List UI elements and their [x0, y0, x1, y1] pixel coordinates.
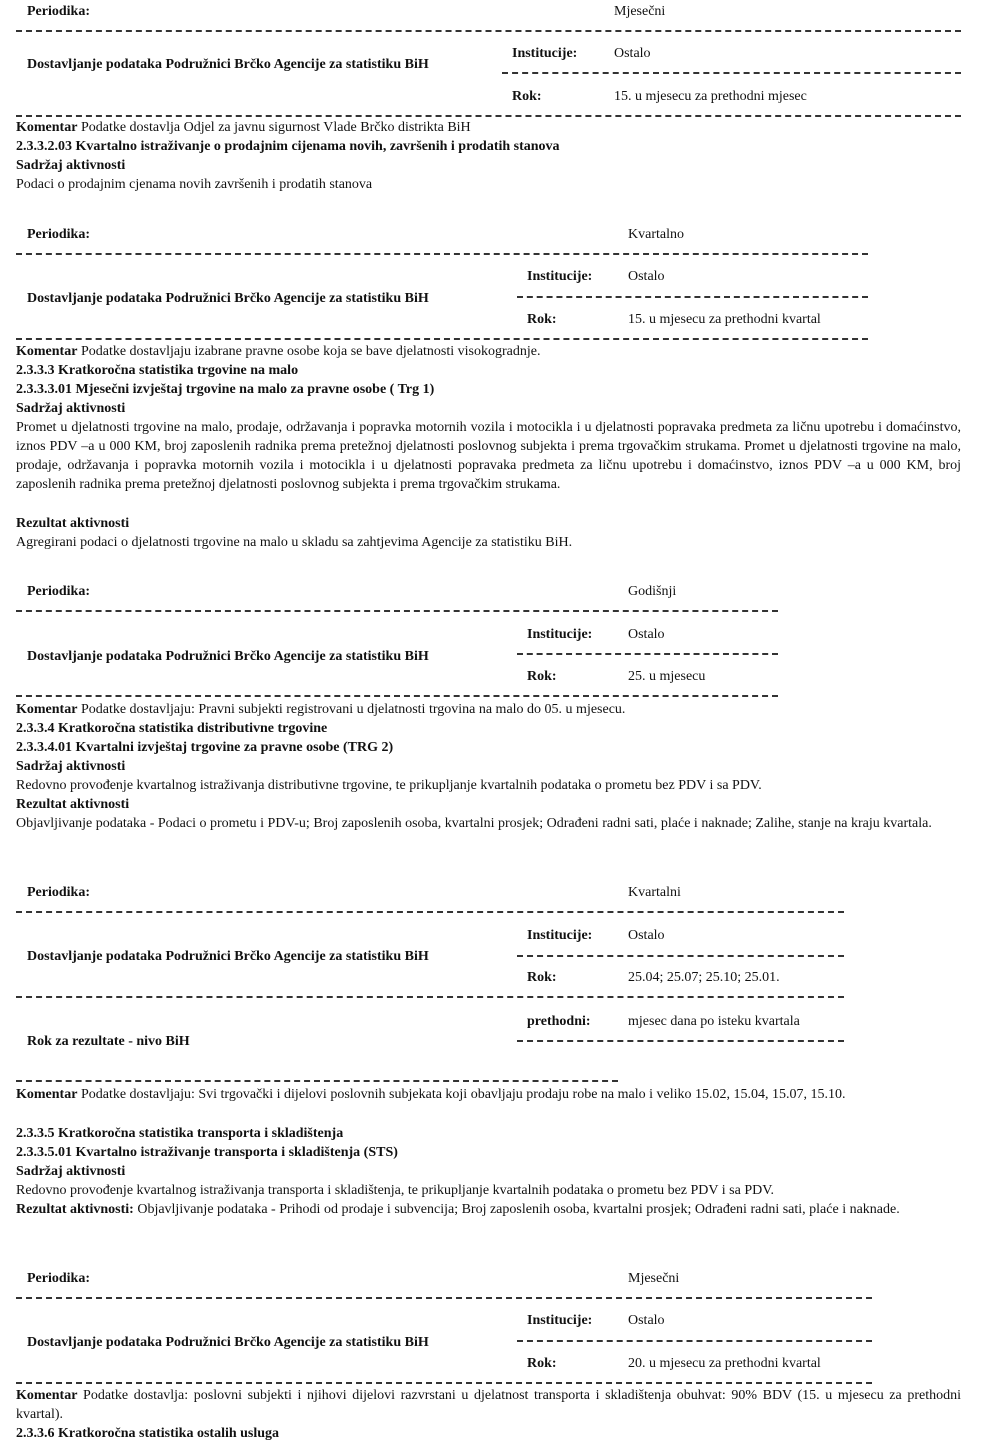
dostava-label: Dostavljanje podataka Podružnici Brčko Agencije za statistiku BiH	[27, 57, 429, 72]
divider	[517, 1040, 844, 1042]
subsection-heading: 2.3.3.5.01 Kvartalno istraživanje transporta i skladištenja (STS)	[16, 1145, 398, 1160]
institucije-value: Ostalo	[628, 1313, 665, 1328]
sadrzaj-label: Sadržaj aktivnosti	[16, 1164, 126, 1179]
institucije-label: Institucije:	[527, 269, 593, 284]
rok-value: 15. u mjesecu za prethodni kvartal	[628, 312, 821, 327]
comment	[16, 342, 540, 361]
rok-label: Rok:	[527, 312, 557, 327]
rezultat-text: Objavljivanje podataka - Podaci o prometu i PDV-u; Broj zaposlenih osoba, kvartalni prosjek; Odrađeni radni sati, plaće i naknade; Zalihe, stanje na kraju kvartala.	[16, 816, 932, 831]
periodika-label: Periodika:	[27, 4, 90, 19]
dostava-label: Dostavljanje podataka Podružnici Brčko Agencije za statistiku BiH	[27, 291, 429, 306]
divider	[517, 653, 778, 655]
periodika-value: Godišnji	[628, 584, 677, 599]
sadrzaj-text: Redovno provođenje kvartalnog istraživanja distributivne trgovine, te prikupljanje kvartalnih podataka o prometu bez PDV i sa PDV.	[16, 778, 762, 793]
divider	[16, 911, 844, 913]
comment	[16, 1085, 961, 1104]
periodika-label: Periodika:	[27, 885, 90, 900]
periodika-value: Kvartalno	[628, 227, 684, 242]
sadrzaj-label: Sadržaj aktivnosti	[16, 158, 126, 173]
periodika-value: Kvartalni	[628, 885, 681, 900]
comment-text: Podatke dostavlja Odjel za javnu sigurnost Vlade Brčko distrikta BiH	[80, 120, 471, 135]
dostava-label: Dostavljanje podataka Podružnici Brčko Agencije za statistiku BiH	[27, 1335, 429, 1350]
rok-label: Rok:	[527, 970, 557, 985]
subsection-heading: 2.3.3.4.01 Kvartalni izvještaj trgovine za pravne osobe (TRG 2)	[16, 740, 394, 755]
section-heading: 2.3.3.6 Kratkoročna statistika ostalih usluga	[16, 1426, 280, 1441]
rok-rezultate-label: Rok za rezultate - nivo BiH	[27, 1034, 190, 1049]
komentar-label: Komentar	[16, 120, 78, 135]
rezultat-label: Rezultat aktivnosti	[16, 797, 130, 812]
periodika-label: Periodika:	[27, 1271, 90, 1286]
comment	[16, 1386, 961, 1424]
section-heading: 2.3.3.4 Kratkoročna statistika distributivne trgovine	[16, 721, 328, 736]
rok-value: 15. u mjesecu za prethodni mjesec	[614, 89, 807, 104]
komentar-label: Komentar	[16, 702, 78, 717]
comment-text: Podatke dostavljaju: Pravni subjekti registrovani u djelatnosti trgovina na malo do 05. u mjesecu.	[80, 702, 626, 717]
divider	[517, 1340, 872, 1342]
komentar-label: Komentar	[16, 1087, 78, 1102]
comment	[16, 118, 471, 137]
rok-label: Rok:	[512, 89, 542, 104]
rok-value: 25.04; 25.07; 25.10; 25.01.	[628, 970, 780, 985]
divider	[16, 253, 868, 255]
periodika-label: Periodika:	[27, 584, 90, 599]
subsection-heading: 2.3.3.3.01 Mjesečni izvještaj trgovine na malo za pravne osobe ( Trg 1)	[16, 382, 435, 397]
dostava-label: Dostavljanje podataka Podružnici Brčko Agencije za statistiku BiH	[27, 949, 429, 964]
rok-value: 20. u mjesecu za prethodni kvartal	[628, 1356, 821, 1371]
institucije-value: Ostalo	[628, 627, 665, 642]
divider	[16, 996, 844, 998]
periodika-label: Periodika:	[27, 227, 90, 242]
rezultat-label: Rezultat aktivnosti	[16, 516, 130, 531]
institucije-label: Institucije:	[527, 627, 593, 642]
sadrzaj-text: Podaci o prodajnim cjenama novih završenih i prodatih stanova	[16, 177, 373, 192]
rezultat-text: Agregirani podaci o djelatnosti trgovine na malo u skladu sa zahtjevima Agencije za statistiku BiH.	[16, 535, 573, 550]
divider	[16, 1382, 872, 1384]
institucije-label: Institucije:	[527, 1313, 593, 1328]
sadrzaj-label: Sadržaj aktivnosti	[16, 759, 126, 774]
divider	[16, 338, 868, 340]
divider	[517, 296, 868, 298]
institucije-value: Ostalo	[628, 269, 665, 284]
comment-text: Podatke dostavljaju izabrane pravne osobe koja se bave djelatnosti visokogradnje.	[80, 344, 541, 359]
komentar-label: Komentar	[16, 1388, 78, 1403]
section-heading: 2.3.3.5 Kratkoročna statistika transporta i skladištenja	[16, 1126, 344, 1141]
rok-label: Rok:	[527, 1356, 557, 1371]
rezultat	[16, 1200, 961, 1219]
institucije-label: Institucije:	[512, 46, 578, 61]
section-heading: 2.3.3.3 Kratkoročna statistika trgovine na malo	[16, 363, 299, 378]
prethodni-value: mjesec dana po isteku kvartala	[628, 1014, 800, 1029]
komentar-label: Komentar	[16, 344, 78, 359]
divider	[16, 115, 961, 117]
periodika-value: Mjesečni	[614, 4, 666, 19]
rok-value: 25. u mjesecu	[628, 669, 706, 684]
institucije-value: Ostalo	[614, 46, 651, 61]
rok-label: Rok:	[527, 669, 557, 684]
rezultat-label: Rezultat aktivnosti:	[16, 1202, 134, 1217]
divider	[16, 30, 961, 32]
rezultat-text: Objavljivanje podataka - Prihodi od prodaje i subvencija; Broj zaposlenih osoba, kvartalni prosjek; Odrađeni radni sati, plaće i naknade.	[137, 1202, 900, 1217]
divider	[517, 955, 844, 957]
prethodni-label: prethodni:	[527, 1014, 591, 1029]
sadrzaj-label: Sadržaj aktivnosti	[16, 401, 126, 416]
section-heading: 2.3.3.2.03 Kvartalno istraživanje o prodajnim cijenama novih, završenih i prodatih stanova	[16, 139, 560, 154]
divider	[16, 610, 778, 612]
divider	[16, 1297, 872, 1299]
comment-text: Podatke dostavljaju: Svi trgovački i dijelovi poslovnih subjekata koji obavljaju prodaju robe na malo i veliko 15.02, 15.04, 15.07, 15.10.	[80, 1087, 846, 1102]
sadrzaj-text: Promet u djelatnosti trgovine na malo, prodaje, održavanja i popravka motornih vozila i motocikla i u djelatnosti popravaka predmeta za ličnu upotrebu i domaćinstvo, iznos PDV –a u 000 KM, broj zaposlenih radnika prema pretežnoj djelatnosti poslovnog subjekta i prema trgovačkim strukama. Promet u djelatnosti trgovine na malo, prodaje, održavanja i popravka motornih vozila i motocikla i u djelatnosti popravaka predmeta za ličnu upotrebu i domaćinstvo, iznos PDV –a u 000 KM, broj zaposlenih radnika prema pretežnoj djelatnosti poslovnog subjekta i prema trgovačkim strukama.	[16, 420, 961, 492]
periodika-value: Mjesečni	[628, 1271, 680, 1286]
comment-text: Podatke dostavlja: poslovni subjekti i njihovi dijelovi razvrstani u djelatnost transporta i skladištenja obuhvat: 90% BDV (15. u mjesecu za prethodni kvartal).	[16, 1388, 961, 1422]
divider	[16, 695, 778, 697]
dostava-label: Dostavljanje podataka Podružnici Brčko Agencije za statistiku BiH	[27, 649, 429, 664]
institucije-label: Institucije:	[527, 928, 593, 943]
comment	[16, 700, 625, 719]
institucije-value: Ostalo	[628, 928, 665, 943]
divider	[16, 1080, 618, 1082]
sadrzaj-text: Redovno provođenje kvartalnog istraživanja transporta i skladištenja, te prikupljanje kvartalnih podataka o prometu bez PDV i sa PDV.	[16, 1183, 775, 1198]
divider	[502, 72, 961, 74]
